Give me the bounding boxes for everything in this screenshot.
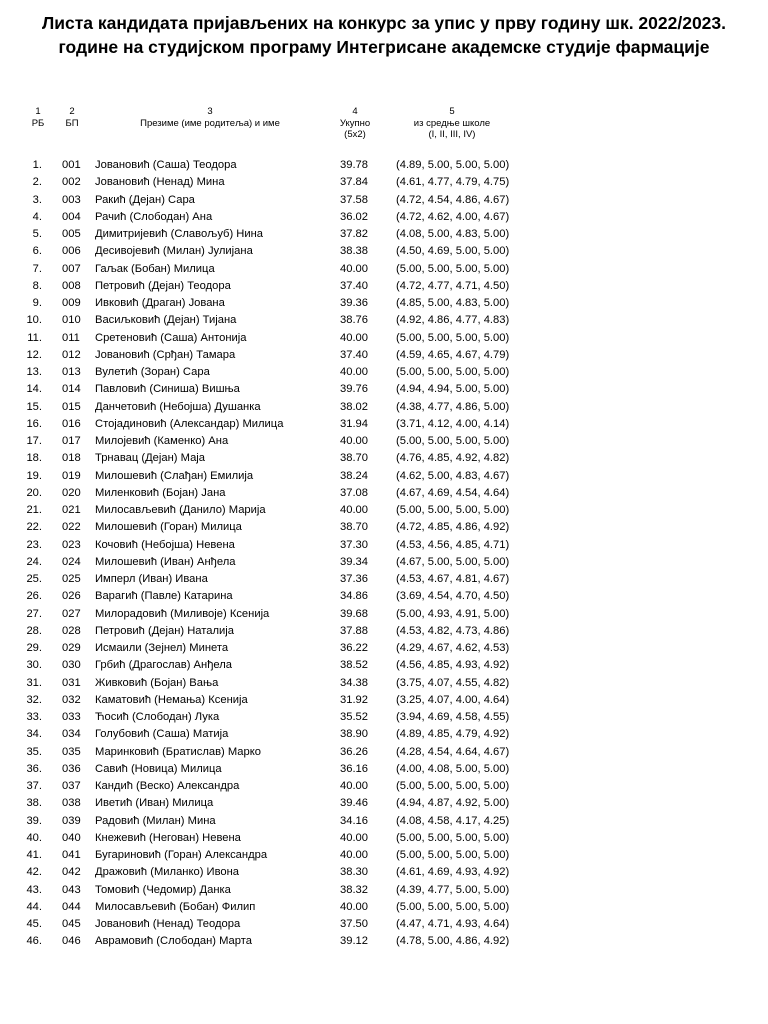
row-number: 13. xyxy=(26,366,42,378)
row-number: 42. xyxy=(26,866,42,879)
candidate-name: Сретеновић (Саша) Антонија xyxy=(95,331,247,344)
school-grades: (3.75, 4.07, 4.55, 4.82) xyxy=(396,676,510,689)
column-number: 5 xyxy=(449,106,455,117)
table-row xyxy=(0,606,768,623)
candidate-list xyxy=(0,157,768,951)
total-score: 38.24 xyxy=(340,469,368,482)
school-grades: (4.72, 4.54, 4.86, 4.67) xyxy=(396,193,510,206)
row-number: 41. xyxy=(26,849,42,861)
application-number: 006 xyxy=(62,245,81,258)
total-score: 37.30 xyxy=(340,538,368,551)
table-row xyxy=(0,709,768,726)
total-score: 39.68 xyxy=(340,607,368,620)
table-row xyxy=(0,778,768,795)
title-line-2: године на студијском програму Интегрисане академске студије фармације xyxy=(58,37,710,57)
candidate-name: Трнавац (Дејан) Маја xyxy=(95,452,206,465)
school-grades: (4.67, 5.00, 5.00, 5.00) xyxy=(396,555,510,568)
application-number: 039 xyxy=(62,814,81,827)
candidate-name: Кандић (Веско) Александра xyxy=(95,780,240,792)
table-row xyxy=(0,623,768,640)
column-label: Презиме (име родитеља) и име xyxy=(140,117,280,129)
total-score: 38.02 xyxy=(340,400,368,413)
table-row xyxy=(0,744,768,761)
row-number: 19. xyxy=(26,469,42,482)
table-row xyxy=(0,468,768,485)
total-score: 40.00 xyxy=(340,780,368,792)
application-number: 009 xyxy=(62,297,81,309)
table-row xyxy=(0,933,768,950)
school-grades: (4.76, 4.85, 4.92, 4.82) xyxy=(396,452,510,465)
total-score: 37.58 xyxy=(340,193,368,206)
row-number: 9. xyxy=(32,297,42,309)
candidate-name: Јовановић (Ненад) Мина xyxy=(95,176,225,189)
total-score: 38.90 xyxy=(340,728,368,741)
table-row xyxy=(0,330,768,347)
school-grades: (3.69, 4.54, 4.70, 4.50) xyxy=(396,590,510,603)
table-row xyxy=(0,209,768,226)
total-score: 38.52 xyxy=(340,659,368,672)
application-number: 002 xyxy=(62,176,81,189)
row-number: 11. xyxy=(27,331,42,344)
candidate-name: Томовић (Чедомир) Данка xyxy=(95,883,231,896)
total-score: 34.16 xyxy=(340,814,368,827)
application-number: 032 xyxy=(62,693,81,706)
candidate-name: Кочовић (Небојша) Невена xyxy=(95,538,235,551)
school-grades: (4.08, 5.00, 4.83, 5.00) xyxy=(396,228,510,240)
application-number: 012 xyxy=(62,348,81,361)
application-number: 031 xyxy=(62,676,81,689)
school-grades: (5.00, 4.93, 4.91, 5.00) xyxy=(396,607,510,620)
school-grades: (4.00, 4.08, 5.00, 5.00) xyxy=(396,762,510,775)
application-number: 023 xyxy=(62,538,81,551)
application-number: 021 xyxy=(62,504,81,516)
candidate-name: Милошевић (Слађан) Емилија xyxy=(95,469,254,482)
total-score: 39.46 xyxy=(340,797,368,810)
row-number: 46. xyxy=(26,935,42,948)
total-score: 36.02 xyxy=(340,210,368,223)
table-row xyxy=(0,692,768,709)
application-number: 044 xyxy=(62,900,81,913)
candidate-name: Каматовић (Немања) Ксенија xyxy=(95,693,248,706)
total-score: 36.22 xyxy=(340,642,368,654)
column-header-grades xyxy=(402,106,502,141)
row-number: 29. xyxy=(26,642,42,654)
candidate-name: Милошевић (Иван) Анђела xyxy=(95,555,236,568)
application-number: 043 xyxy=(62,883,81,896)
table-row xyxy=(0,502,768,519)
title-line-1: Листа кандидата пријављених на конкурс за упис у прву годину шк. 2022/2023. xyxy=(41,13,727,33)
row-number: 7. xyxy=(32,262,42,275)
school-grades: (5.00, 5.00, 5.00, 5.00) xyxy=(396,504,510,516)
row-number: 37. xyxy=(26,780,42,792)
total-score: 40.00 xyxy=(340,331,368,344)
application-number: 037 xyxy=(62,780,81,792)
total-score: 34.38 xyxy=(340,676,368,689)
application-number: 045 xyxy=(62,918,81,930)
row-number: 8. xyxy=(32,279,42,292)
row-number: 31. xyxy=(26,676,42,689)
row-number: 27. xyxy=(26,607,42,620)
table-row xyxy=(0,864,768,881)
school-grades: (4.89, 5.00, 5.00, 5.00) xyxy=(396,159,510,171)
school-grades: (4.62, 5.00, 4.83, 4.67) xyxy=(396,469,510,482)
application-number: 018 xyxy=(62,452,81,465)
application-number: 040 xyxy=(62,831,81,844)
table-row xyxy=(0,916,768,933)
column-header-total xyxy=(325,106,385,141)
table-row xyxy=(0,847,768,864)
candidate-name: Јовановић (Ненад) Теодора xyxy=(95,918,241,930)
application-number: 001 xyxy=(62,159,81,171)
table-row xyxy=(0,485,768,502)
candidate-name: Димитријевић (Славољуб) Нина xyxy=(95,228,264,240)
candidate-name: Милошевић (Горан) Милица xyxy=(95,521,242,534)
column-sub: (5x2) xyxy=(344,129,366,140)
candidate-name: Голубовић (Саша) Матија xyxy=(95,728,229,741)
application-number: 025 xyxy=(62,573,81,585)
school-grades: (4.53, 4.82, 4.73, 4.86) xyxy=(396,624,510,637)
row-number: 4. xyxy=(32,210,42,223)
total-score: 38.70 xyxy=(340,452,368,465)
column-number: 4 xyxy=(352,106,358,117)
column-label: РБ xyxy=(31,117,45,129)
school-grades: (5.00, 5.00, 5.00, 5.00) xyxy=(396,900,510,913)
row-number: 40. xyxy=(26,831,42,844)
school-grades: (4.50, 4.69, 5.00, 5.00) xyxy=(396,245,510,258)
row-number: 20. xyxy=(26,486,42,499)
total-score: 37.40 xyxy=(340,348,368,361)
row-number: 17. xyxy=(26,435,42,447)
table-row xyxy=(0,295,768,312)
school-grades: (3.94, 4.69, 4.58, 4.55) xyxy=(396,711,510,723)
school-grades: (5.00, 5.00, 5.00, 5.00) xyxy=(396,331,510,344)
application-number: 016 xyxy=(62,417,81,430)
table-row xyxy=(0,347,768,364)
application-number: 019 xyxy=(62,469,81,482)
table-row xyxy=(0,261,768,278)
row-number: 21. xyxy=(26,504,42,516)
column-label: БП xyxy=(65,117,79,129)
school-grades: (4.53, 4.56, 4.85, 4.71) xyxy=(396,538,510,551)
row-number: 14. xyxy=(26,383,42,396)
total-score: 38.38 xyxy=(340,245,368,258)
table-row xyxy=(0,399,768,416)
total-score: 36.16 xyxy=(340,762,368,775)
school-grades: (5.00, 5.00, 5.00, 5.00) xyxy=(396,435,510,447)
candidate-name: Иветић (Иван) Милица xyxy=(95,797,214,810)
table-row xyxy=(0,554,768,571)
row-number: 3. xyxy=(32,193,42,206)
school-grades: (4.28, 4.54, 4.64, 4.67) xyxy=(396,745,510,758)
column-header-name xyxy=(120,106,300,129)
table-row xyxy=(0,640,768,657)
candidate-name: Исмаили (Зејнел) Минета xyxy=(95,642,229,654)
table-row xyxy=(0,830,768,847)
row-number: 5. xyxy=(32,228,42,240)
table-row xyxy=(0,813,768,830)
application-number: 004 xyxy=(62,210,81,223)
total-score: 40.00 xyxy=(340,262,368,275)
total-score: 39.36 xyxy=(340,297,368,309)
candidate-name: Васиљковић (Дејан) Тијана xyxy=(95,314,237,327)
total-score: 36.26 xyxy=(340,745,368,758)
table-row xyxy=(0,588,768,605)
total-score: 38.30 xyxy=(340,866,368,879)
total-score: 37.82 xyxy=(340,228,368,240)
total-score: 38.70 xyxy=(340,521,368,534)
table-row xyxy=(0,882,768,899)
application-number: 029 xyxy=(62,642,81,654)
row-number: 1. xyxy=(32,159,42,171)
table-row xyxy=(0,278,768,295)
table-row xyxy=(0,312,768,329)
school-grades: (4.61, 4.69, 4.93, 4.92) xyxy=(396,866,510,879)
application-number: 028 xyxy=(62,624,81,637)
column-number: 1 xyxy=(35,106,41,117)
table-row xyxy=(0,450,768,467)
school-grades: (4.59, 4.65, 4.67, 4.79) xyxy=(396,348,510,361)
application-number: 017 xyxy=(62,435,81,447)
school-grades: (4.53, 4.67, 4.81, 4.67) xyxy=(396,573,510,585)
candidate-name: Ћосић (Слободан) Лука xyxy=(95,711,220,723)
application-number: 046 xyxy=(62,935,81,948)
application-number: 033 xyxy=(62,711,81,723)
row-number: 36. xyxy=(26,762,42,775)
application-number: 027 xyxy=(62,607,81,620)
school-grades: (4.94, 4.87, 4.92, 5.00) xyxy=(396,797,510,810)
row-number: 38. xyxy=(26,797,42,810)
total-score: 31.94 xyxy=(340,417,368,430)
school-grades: (4.47, 4.71, 4.93, 4.64) xyxy=(396,918,510,930)
row-number: 15. xyxy=(26,400,42,413)
school-grades: (4.89, 4.85, 4.79, 4.92) xyxy=(396,728,510,741)
row-number: 22. xyxy=(26,521,42,534)
school-grades: (4.67, 4.69, 4.54, 4.64) xyxy=(396,486,510,499)
total-score: 40.00 xyxy=(340,435,368,447)
application-number: 041 xyxy=(62,849,81,861)
candidate-name: Вулетић (Зоран) Сара xyxy=(95,366,210,378)
school-grades: (5.00, 5.00, 5.00, 5.00) xyxy=(396,780,510,792)
row-number: 25. xyxy=(26,573,42,585)
column-label: Укупно xyxy=(339,117,371,129)
row-number: 39. xyxy=(26,814,42,827)
application-number: 022 xyxy=(62,521,81,534)
candidate-name: Павловић (Синиша) Вишња xyxy=(95,383,240,396)
total-score: 31.92 xyxy=(340,693,368,706)
candidate-name: Аврамовић (Слободан) Марта xyxy=(95,935,252,948)
row-number: 24. xyxy=(26,555,42,568)
application-number: 013 xyxy=(62,366,81,378)
row-number: 10. xyxy=(26,314,42,327)
school-grades: (3.71, 4.12, 4.00, 4.14) xyxy=(396,417,510,430)
table-row xyxy=(0,157,768,174)
row-number: 2. xyxy=(32,176,42,189)
application-number: 011 xyxy=(62,331,80,344)
candidate-name: Варагић (Павле) Катарина xyxy=(95,590,233,603)
table-row xyxy=(0,761,768,778)
row-number: 45. xyxy=(26,918,42,930)
candidate-name: Миленковић (Бојан) Јана xyxy=(95,486,226,499)
table-row xyxy=(0,364,768,381)
candidate-name: Милојевић (Каменко) Ана xyxy=(95,435,229,447)
total-score: 39.12 xyxy=(340,935,368,948)
total-score: 40.00 xyxy=(340,849,368,861)
application-number: 010 xyxy=(62,314,81,327)
column-label: из средње школе xyxy=(413,117,491,129)
school-grades: (4.94, 4.94, 5.00, 5.00) xyxy=(396,383,510,396)
application-number: 015 xyxy=(62,400,81,413)
school-grades: (4.29, 4.67, 4.62, 4.53) xyxy=(396,642,510,654)
application-number: 014 xyxy=(62,383,81,396)
row-number: 6. xyxy=(32,245,42,258)
row-number: 35. xyxy=(26,745,42,758)
total-score: 40.00 xyxy=(340,504,368,516)
application-number: 003 xyxy=(62,193,81,206)
school-grades: (4.72, 4.85, 4.86, 4.92) xyxy=(396,521,510,534)
candidate-name: Имперл (Иван) Ивана xyxy=(95,573,208,585)
table-row xyxy=(0,571,768,588)
table-row xyxy=(0,795,768,812)
application-number: 030 xyxy=(62,659,81,672)
school-grades: (4.72, 4.77, 4.71, 4.50) xyxy=(396,279,510,292)
candidate-name: Гаљак (Бобан) Милица xyxy=(95,262,215,275)
school-grades: (4.72, 4.62, 4.00, 4.67) xyxy=(396,210,510,223)
row-number: 28. xyxy=(26,624,42,637)
total-score: 37.50 xyxy=(340,918,368,930)
column-number: 3 xyxy=(207,106,213,117)
candidate-name: Петровић (Дејан) Теодора xyxy=(95,279,231,292)
column-number: 2 xyxy=(69,106,75,117)
candidate-name: Милорадовић (Миливоје) Ксенија xyxy=(95,607,270,620)
row-number: 30. xyxy=(26,659,42,672)
table-row xyxy=(0,519,768,536)
application-number: 020 xyxy=(62,486,81,499)
total-score: 37.88 xyxy=(340,624,368,637)
candidate-name: Јовановић (Саша) Теодора xyxy=(95,159,237,171)
candidate-name: Ивковић (Драган) Јована xyxy=(95,297,225,309)
table-row xyxy=(0,675,768,692)
application-number: 024 xyxy=(62,555,81,568)
total-score: 38.32 xyxy=(340,883,368,896)
application-number: 036 xyxy=(62,762,81,775)
candidate-name: Дражовић (Миланко) Ивона xyxy=(95,866,240,879)
total-score: 35.52 xyxy=(340,711,368,723)
candidate-name: Савић (Новица) Милица xyxy=(95,762,222,775)
candidate-name: Радовић (Милан) Мина xyxy=(95,814,216,827)
row-number: 43. xyxy=(26,883,42,896)
document-title xyxy=(0,11,768,59)
school-grades: (5.00, 5.00, 5.00, 5.00) xyxy=(396,849,510,861)
school-grades: (4.38, 4.77, 4.86, 5.00) xyxy=(396,400,510,413)
row-number: 34. xyxy=(26,728,42,741)
total-score: 39.78 xyxy=(340,159,368,171)
table-row xyxy=(0,537,768,554)
table-row xyxy=(0,381,768,398)
row-number: 44. xyxy=(26,900,42,913)
total-score: 34.86 xyxy=(340,590,368,603)
table-row xyxy=(0,899,768,916)
row-number: 32. xyxy=(26,693,42,706)
application-number: 038 xyxy=(62,797,81,810)
row-number: 33. xyxy=(26,711,42,723)
total-score: 37.40 xyxy=(340,279,368,292)
row-number: 16. xyxy=(26,417,42,430)
row-number: 23. xyxy=(26,538,42,551)
school-grades: (4.92, 4.86, 4.77, 4.83) xyxy=(396,314,510,327)
school-grades: (5.00, 5.00, 5.00, 5.00) xyxy=(396,262,510,275)
candidate-name: Стојадиновић (Александар) Милица xyxy=(95,417,284,430)
candidate-name: Јовановић (Срђан) Тамара xyxy=(95,348,236,361)
application-number: 005 xyxy=(62,228,81,240)
application-number: 035 xyxy=(62,745,81,758)
application-number: 008 xyxy=(62,279,81,292)
application-number: 034 xyxy=(62,728,81,741)
candidate-name: Милосављевић (Бобан) Филип xyxy=(95,900,256,913)
table-row xyxy=(0,726,768,743)
school-grades: (4.39, 4.77, 5.00, 5.00) xyxy=(396,883,510,896)
school-grades: (4.78, 5.00, 4.86, 4.92) xyxy=(396,935,510,948)
candidate-name: Грбић (Драгослав) Анђела xyxy=(95,659,233,672)
candidate-name: Кнежевић (Негован) Невена xyxy=(95,831,241,844)
application-number: 042 xyxy=(62,866,81,879)
candidate-name: Рачић (Слободан) Ана xyxy=(95,210,213,223)
total-score: 37.84 xyxy=(340,176,368,189)
application-number: 026 xyxy=(62,590,81,603)
table-row xyxy=(0,433,768,450)
total-score: 40.00 xyxy=(340,366,368,378)
candidate-name: Ракић (Дејан) Сара xyxy=(95,193,195,206)
table-row xyxy=(0,416,768,433)
candidate-name: Десивојевић (Милан) Јулијана xyxy=(95,245,253,258)
row-number: 18. xyxy=(26,452,42,465)
table-row xyxy=(0,226,768,243)
candidate-name: Данчетовић (Небојша) Душанка xyxy=(95,400,261,413)
candidate-name: Живковић (Бојан) Вања xyxy=(95,676,219,689)
school-grades: (3.25, 4.07, 4.00, 4.64) xyxy=(396,693,510,706)
total-score: 40.00 xyxy=(340,831,368,844)
total-score: 40.00 xyxy=(340,900,368,913)
candidate-name: Милосављевић (Данило) Марија xyxy=(95,504,266,516)
total-score: 39.34 xyxy=(340,555,368,568)
table-row xyxy=(0,174,768,191)
total-score: 37.36 xyxy=(340,573,368,585)
school-grades: (4.08, 4.58, 4.17, 4.25) xyxy=(396,814,510,827)
school-grades: (4.85, 5.00, 4.83, 5.00) xyxy=(396,297,510,309)
school-grades: (5.00, 5.00, 5.00, 5.00) xyxy=(396,831,510,844)
school-grades: (5.00, 5.00, 5.00, 5.00) xyxy=(396,366,510,378)
row-number: 26. xyxy=(26,590,42,603)
total-score: 37.08 xyxy=(340,486,368,499)
total-score: 38.76 xyxy=(340,314,368,327)
column-sub: (I, II, III, IV) xyxy=(428,129,476,140)
table-row xyxy=(0,192,768,209)
school-grades: (4.56, 4.85, 4.93, 4.92) xyxy=(396,659,510,672)
table-row xyxy=(0,657,768,674)
candidate-name: Маринковић (Братислав) Марко xyxy=(95,745,261,758)
application-number: 007 xyxy=(62,262,81,275)
candidate-name: Бугариновић (Горан) Александра xyxy=(95,849,268,861)
candidate-name: Петровић (Дејан) Наталија xyxy=(95,624,234,637)
school-grades: (4.61, 4.77, 4.79, 4.75) xyxy=(396,176,510,189)
table-row xyxy=(0,243,768,260)
row-number: 12. xyxy=(26,348,42,361)
column-header-bp xyxy=(52,106,92,129)
total-score: 39.76 xyxy=(340,383,368,396)
